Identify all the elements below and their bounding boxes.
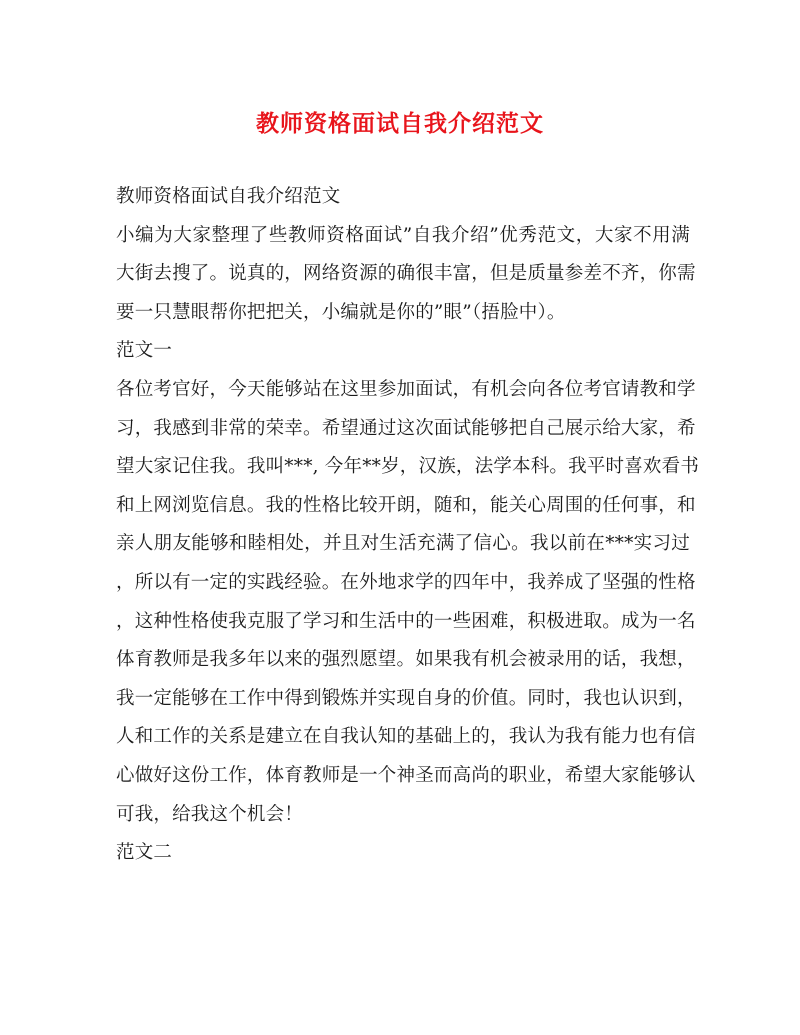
section-heading: 范文二	[116, 842, 173, 864]
paragraph-line: 和上网浏览信息。我的性格比较开朗，随和，能关心周围的任何事，和	[116, 494, 696, 516]
paragraph-line: 可我，给我这个机会！	[116, 803, 304, 825]
paragraph-line: 各位考官好，今天能够站在这里参加面试，有机会向各位考官请教和学	[116, 378, 696, 400]
document-title: 教师资格面试自我介绍范文	[256, 110, 544, 137]
paragraph-line: ，这种性格使我克服了学习和生活中的一些困难，积极进取。成为一名	[116, 610, 696, 632]
subtitle-line: 教师资格面试自我介绍范文	[116, 186, 341, 207]
paragraph-line: 小编为大家整理了些教师资格面试”自我介绍”优秀范文，大家不用满	[116, 224, 690, 246]
document-body	[116, 178, 700, 873]
paragraph-line: 习，我感到非常的荣幸。希望通过这次面试能够把自己展示给大家，希	[116, 417, 696, 439]
paragraph-line: 我一定能够在工作中得到锻炼并实现自身的价值。同时，我也认识到，	[116, 687, 696, 709]
paragraph-line: 人和工作的关系是建立在自我认知的基础上的，我认为我有能力也有信	[116, 726, 696, 748]
paragraph-line: 要一只慧眼帮你把把关，小编就是你的”眼”（捂脸中）。	[116, 301, 566, 323]
paragraph-line: ，所以有一定的实践经验。在外地求学的四年中，我养成了坚强的性格	[116, 571, 696, 593]
paragraph-line: 体育教师是我多年以来的强烈愿望。如果我有机会被录用的话，我想，	[116, 649, 696, 671]
paragraph-line: 望大家记住我。我叫***, 今年**岁，汉族，法学本科。我平时喜欢看书	[116, 456, 700, 478]
paragraph-line: 大街去搜了。说真的，网络资源的确很丰富，但是质量参差不齐，你需	[116, 263, 696, 285]
paragraph-line: 心做好这份工作，体育教师是一个神圣而高尚的职业，希望大家能够认	[116, 764, 696, 786]
section-heading: 范文一	[116, 340, 173, 362]
paragraph-line: 亲人朋友能够和睦相处，并且对生活充满了信心。我以前在***实习过	[116, 533, 690, 555]
